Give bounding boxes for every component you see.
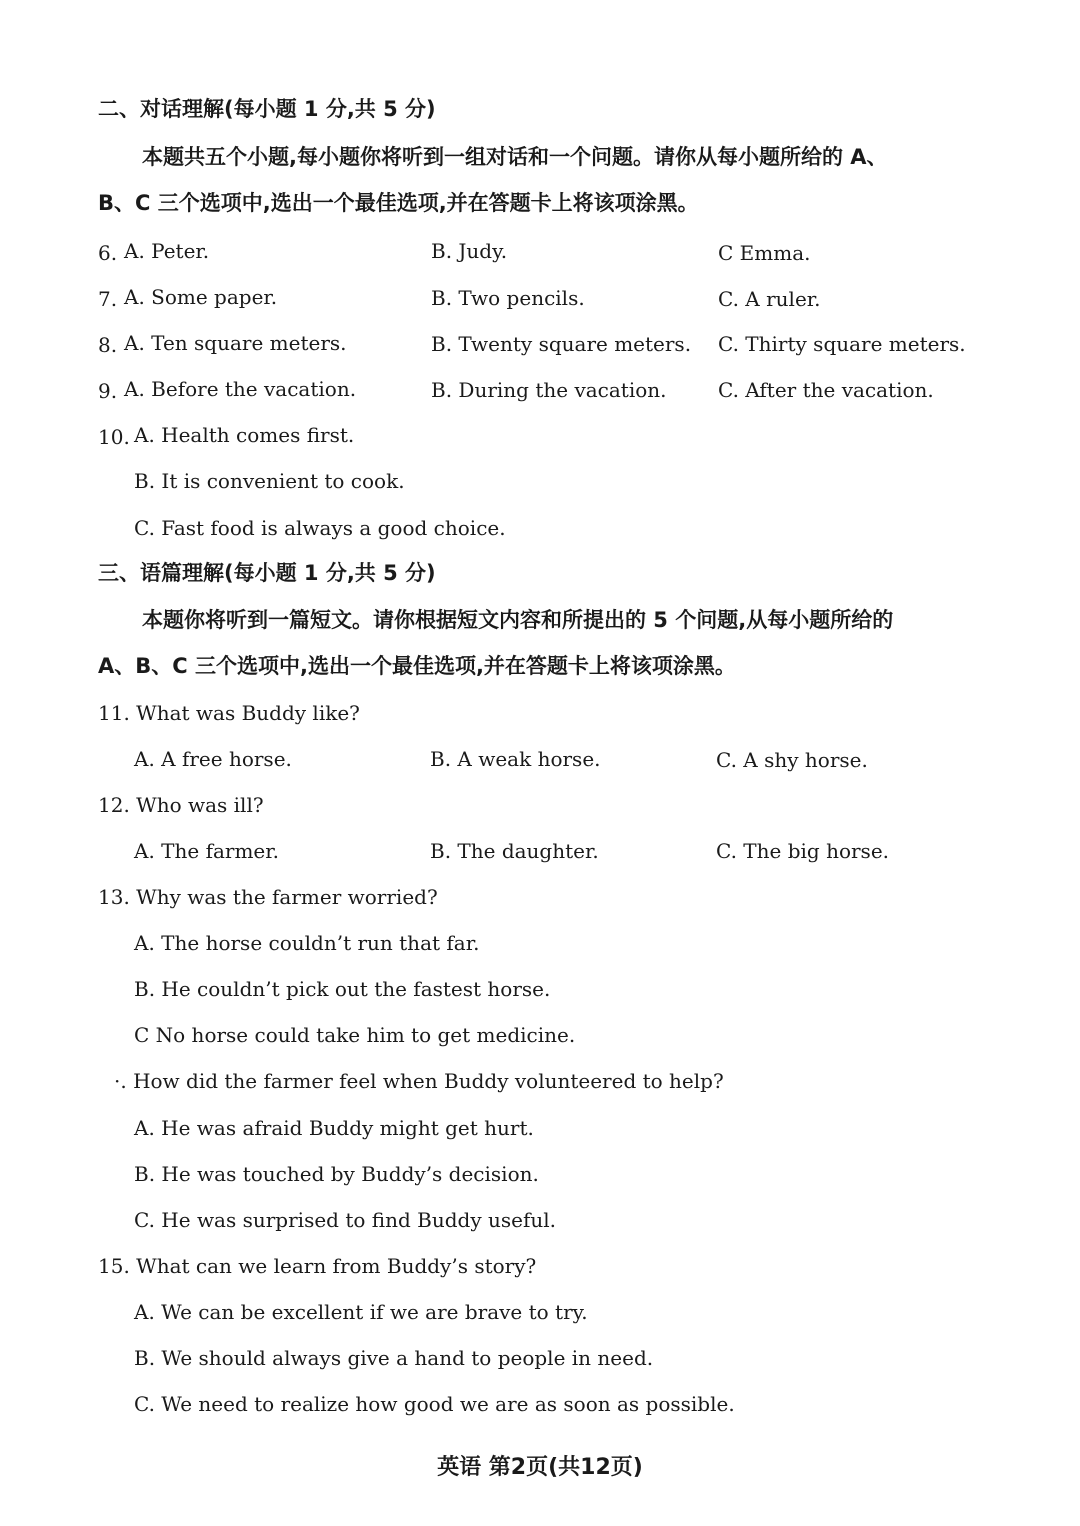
q13-option-a: A. The horse couldn’t run that far. [134, 931, 480, 955]
q10-option-a: A. Health comes first. [134, 423, 355, 447]
q14-option-b: B. He was touched by Buddy’s decision. [134, 1162, 539, 1186]
q10-number: 10. [98, 425, 130, 449]
q7-number: 7. [98, 287, 118, 311]
q8-option-c: C. Thirty square meters. [718, 332, 966, 356]
q12-question: 12. Who was ill? [98, 793, 264, 817]
q11-option-c: C. A shy horse. [716, 748, 868, 772]
q14-option-c: C. He was surprised to find Buddy useful. [134, 1208, 557, 1232]
q9-option-b: B. During the vacation. [431, 378, 667, 402]
q9-option-c: C. After the vacation. [718, 378, 934, 402]
q15-option-a: A. We can be excellent if we are brave to try. [134, 1300, 588, 1324]
q15-option-b: B. We should always give a hand to people in need. [134, 1346, 654, 1370]
q13-question: 13. Why was the farmer worried? [98, 885, 438, 909]
q8-option-a: A. Ten square meters. [124, 331, 347, 355]
q15-question: 15. What can we learn from Buddy’s story? [98, 1254, 537, 1278]
q6-number: 6. [98, 241, 118, 265]
page-footer: 英语 第2页(共12页) [437, 1455, 643, 1480]
q14-question: ·. How did the farmer feel when Buddy volunteered to help? [114, 1069, 724, 1093]
section3-heading: 三、语篇理解(每小题 1 分,共 5 分) [98, 561, 436, 585]
q10-option-c: C. Fast food is always a good choice. [134, 516, 506, 540]
q12-option-b: B. The daughter. [430, 839, 599, 863]
q7-option-c: C. A ruler. [718, 287, 821, 311]
q6-option-a: A. Peter. [124, 239, 210, 263]
section3-instruction-line2: A、B、C 三个选项中,选出一个最佳选项,并在答题卡上将该项涂黑。 [98, 654, 736, 678]
q8-option-b: B. Twenty square meters. [431, 332, 692, 356]
q13-option-c: C No horse could take him to get medicine. [134, 1023, 576, 1047]
q6-option-c: C Emma. [718, 241, 811, 265]
q9-option-a: A. Before the vacation. [124, 377, 357, 401]
q15-option-c: C. We need to realize how good we are as soon as possible. [134, 1392, 735, 1416]
q9-number: 9. [98, 379, 118, 403]
q12-option-c: C. The big horse. [716, 839, 890, 863]
q6-option-b: B. Judy. [431, 239, 508, 263]
q11-question: 11. What was Buddy like? [98, 701, 360, 725]
section2-heading: 二、对话理解(每小题 1 分,共 5 分) [98, 97, 436, 121]
q7-option-a: A. Some paper. [124, 285, 278, 309]
q14-option-a: A. He was afraid Buddy might get hurt. [134, 1116, 534, 1140]
q11-option-a: A. A free horse. [134, 747, 292, 771]
q12-option-a: A. The farmer. [134, 839, 279, 863]
q8-number: 8. [98, 333, 118, 357]
section2-instruction-line2: B、C 三个选项中,选出一个最佳选项,并在答题卡上将该项涂黑。 [98, 191, 699, 215]
q11-option-b: B. A weak horse. [430, 747, 601, 771]
q13-option-b: B. He couldn’t pick out the fastest horse. [134, 977, 551, 1001]
section2-instruction-line1: 本题共五个小题,每小题你将听到一组对话和一个问题。请你从每小题所给的 A、 [142, 145, 888, 169]
q10-option-b: B. It is convenient to cook. [134, 469, 405, 493]
section3-instruction-line1: 本题你将听到一篇短文。请你根据短文内容和所提出的 5 个问题,从每小题所给的 [142, 608, 894, 632]
q7-option-b: B. Two pencils. [431, 286, 585, 310]
